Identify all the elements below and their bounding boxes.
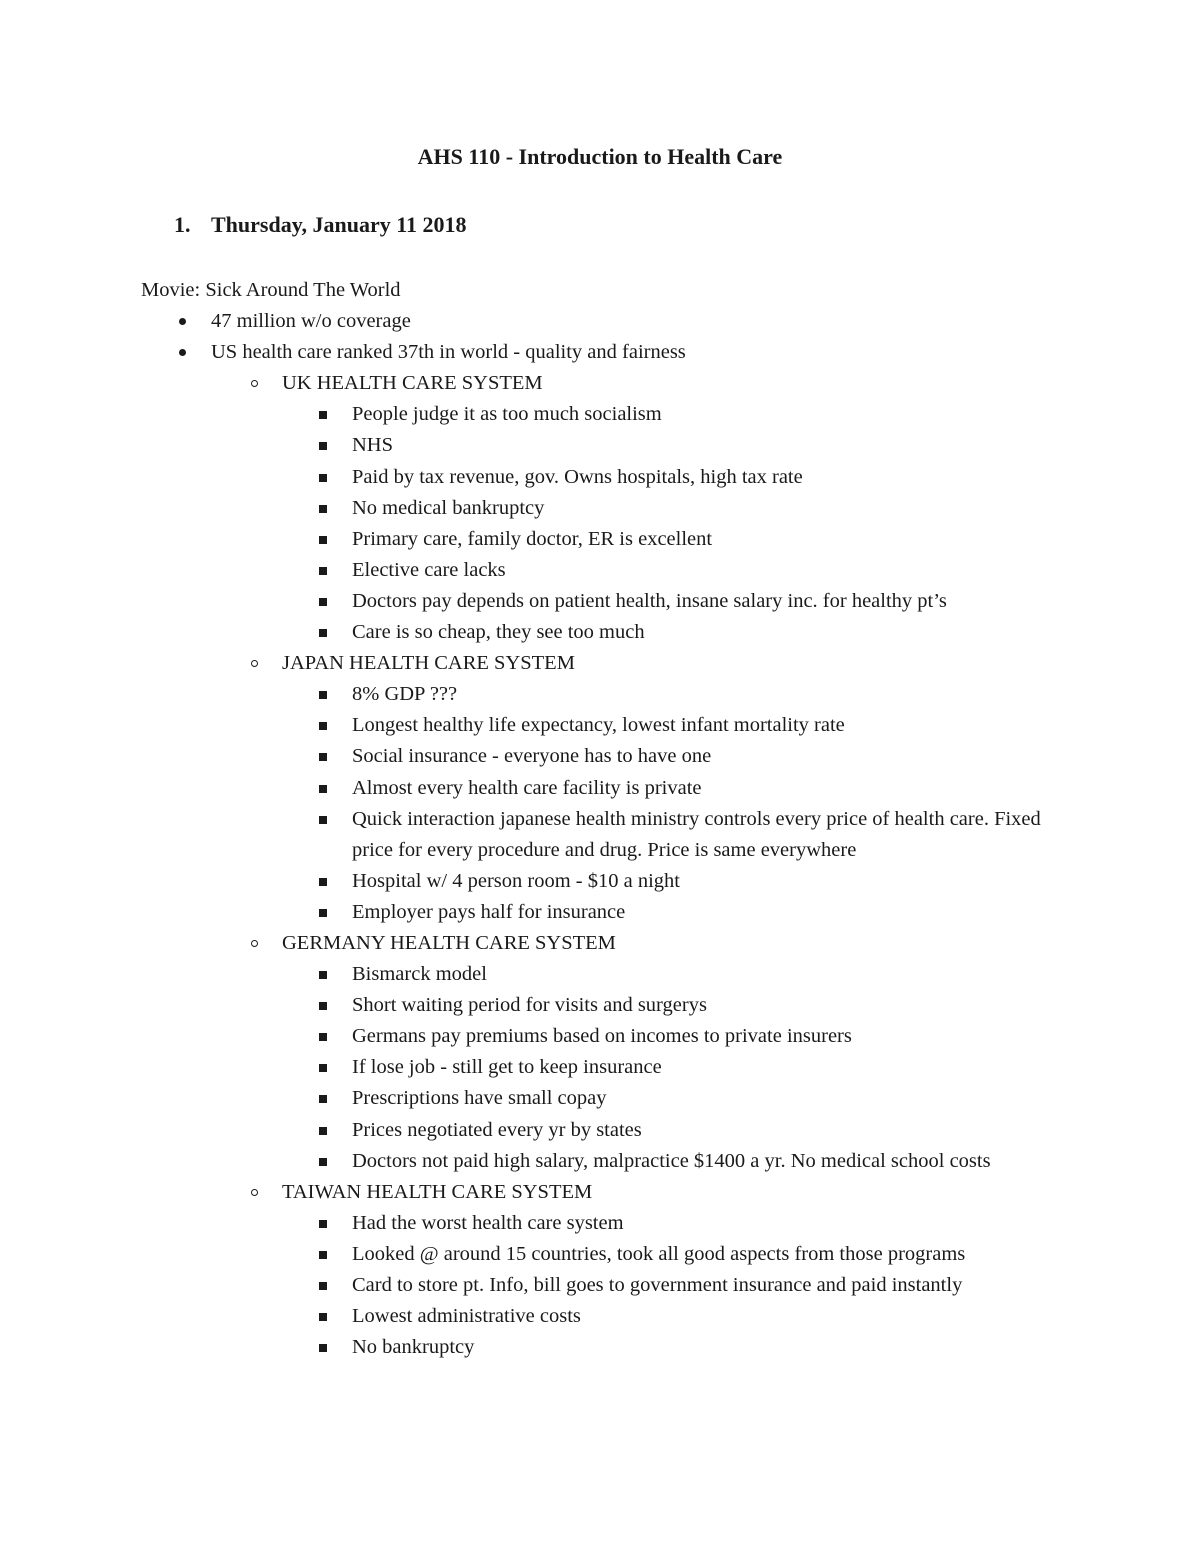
list-item: 47 million w/o coverage bbox=[141, 306, 1081, 337]
square-bullet-icon bbox=[319, 1313, 327, 1321]
square-bullet-icon bbox=[319, 1282, 327, 1290]
list-item: Looked @ around 15 countries, took all good aspects from those programs bbox=[141, 1239, 1081, 1270]
list-item: Social insurance - everyone has to have one bbox=[141, 741, 1081, 772]
list-item: People judge it as too much socialism bbox=[141, 399, 1081, 430]
square-bullet-icon bbox=[319, 1033, 327, 1041]
square-bullet-icon bbox=[319, 753, 327, 761]
square-bullet-icon bbox=[319, 785, 327, 793]
list-item: Doctors not paid high salary, malpractice $1400 a yr. No medical school costs bbox=[141, 1146, 1081, 1177]
square-bullet-icon bbox=[319, 1095, 327, 1103]
list-item: Prescriptions have small copay bbox=[141, 1083, 1081, 1114]
square-bullet-icon bbox=[319, 1220, 327, 1228]
system-heading-uk: UK HEALTH CARE SYSTEM bbox=[141, 368, 1081, 399]
section-number: 1. bbox=[174, 212, 191, 237]
section-date: Thursday, January 11 2018 bbox=[211, 212, 467, 237]
list-item: Card to store pt. Info, bill goes to government insurance and paid instantly bbox=[141, 1270, 1081, 1301]
list-item: Bismarck model bbox=[141, 959, 1081, 990]
notes-body bbox=[141, 275, 1081, 1363]
hollow-circle-bullet-icon bbox=[251, 380, 258, 387]
list-item: Almost every health care facility is private bbox=[141, 773, 1081, 804]
list-item: US health care ranked 37th in world - quality and fairness bbox=[141, 337, 1081, 368]
square-bullet-icon bbox=[319, 505, 327, 513]
system-heading-japan: JAPAN HEALTH CARE SYSTEM bbox=[141, 648, 1081, 679]
list-item: 8% GDP ??? bbox=[141, 679, 1081, 710]
square-bullet-icon bbox=[319, 629, 327, 637]
list-item: NHS bbox=[141, 430, 1081, 461]
list-item: Employer pays half for insurance bbox=[141, 897, 1081, 928]
list-item: Paid by tax revenue, gov. Owns hospitals, high tax rate bbox=[141, 462, 1081, 493]
document-title: AHS 110 - Introduction to Health Care bbox=[417, 144, 783, 169]
square-bullet-icon bbox=[319, 1002, 327, 1010]
square-bullet-icon bbox=[319, 1344, 327, 1352]
square-bullet-icon bbox=[319, 722, 327, 730]
list-item: Elective care lacks bbox=[141, 555, 1081, 586]
list-item: Short waiting period for visits and surgerys bbox=[141, 990, 1081, 1021]
system-heading-germany: GERMANY HEALTH CARE SYSTEM bbox=[141, 928, 1081, 959]
filled-circle-bullet-icon bbox=[179, 349, 186, 356]
system-heading-taiwan: TAIWAN HEALTH CARE SYSTEM bbox=[141, 1177, 1081, 1208]
list-item: If lose job - still get to keep insurance bbox=[141, 1052, 1081, 1083]
square-bullet-icon bbox=[319, 1251, 327, 1259]
square-bullet-icon bbox=[319, 1158, 327, 1166]
list-item: Lowest administrative costs bbox=[141, 1301, 1081, 1332]
square-bullet-icon bbox=[319, 411, 327, 419]
square-bullet-icon bbox=[319, 567, 327, 575]
hollow-circle-bullet-icon bbox=[251, 940, 258, 947]
list-item: No medical bankruptcy bbox=[141, 493, 1081, 524]
square-bullet-icon bbox=[319, 598, 327, 606]
list-item: Hospital w/ 4 person room - $10 a night bbox=[141, 866, 1081, 897]
square-bullet-icon bbox=[319, 442, 327, 450]
list-item: Prices negotiated every yr by states bbox=[141, 1115, 1081, 1146]
square-bullet-icon bbox=[319, 878, 327, 886]
list-item: Care is so cheap, they see too much bbox=[141, 617, 1081, 648]
square-bullet-icon bbox=[319, 1064, 327, 1072]
list-item: Had the worst health care system bbox=[141, 1208, 1081, 1239]
list-item: No bankruptcy bbox=[141, 1332, 1081, 1363]
square-bullet-icon bbox=[319, 1127, 327, 1135]
square-bullet-icon bbox=[319, 909, 327, 917]
list-item: Longest healthy life expectancy, lowest infant mortality rate bbox=[141, 710, 1081, 741]
hollow-circle-bullet-icon bbox=[251, 660, 258, 667]
movie-line: Movie: Sick Around The World bbox=[141, 279, 401, 301]
filled-circle-bullet-icon bbox=[179, 318, 186, 325]
square-bullet-icon bbox=[319, 691, 327, 699]
list-item: Quick interaction japanese health ministry controls every price of health care. Fixed price for every procedure and drug. Price is same everywhere bbox=[141, 804, 1081, 866]
square-bullet-icon bbox=[319, 536, 327, 544]
square-bullet-icon bbox=[319, 474, 327, 482]
hollow-circle-bullet-icon bbox=[251, 1189, 258, 1196]
square-bullet-icon bbox=[319, 971, 327, 979]
list-item: Primary care, family doctor, ER is excellent bbox=[141, 524, 1081, 555]
list-item: Doctors pay depends on patient health, insane salary inc. for healthy pt’s bbox=[141, 586, 1081, 617]
square-bullet-icon bbox=[319, 816, 327, 824]
section-heading bbox=[174, 209, 467, 240]
list-item: Germans pay premiums based on incomes to private insurers bbox=[141, 1021, 1081, 1052]
